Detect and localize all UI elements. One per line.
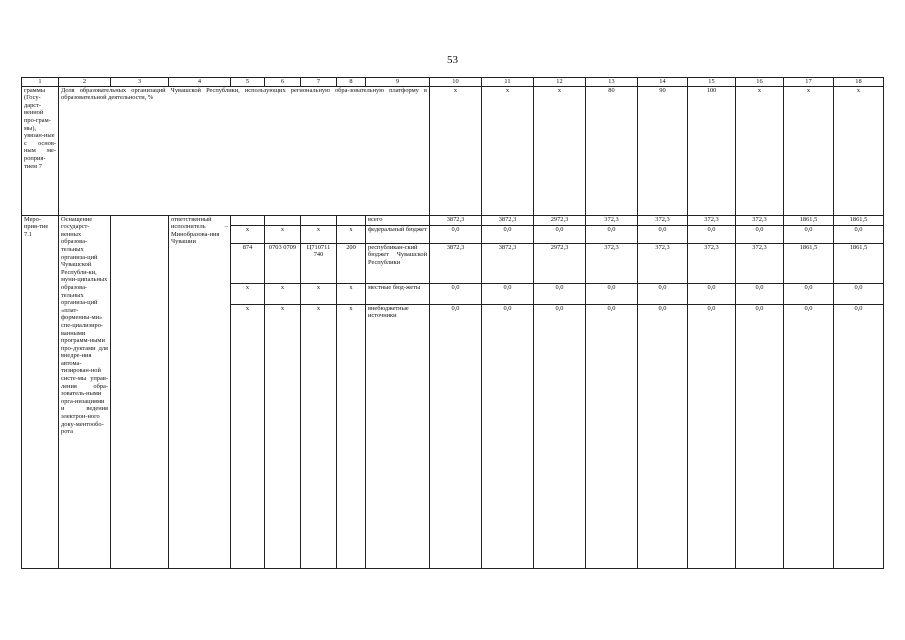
code-gp: x [231, 225, 265, 243]
header-cell: 4 [169, 78, 231, 87]
value-cell: 2972,3 [534, 243, 586, 283]
indicator-value: x [534, 86, 586, 215]
funding-source: местные бюд-жеты [366, 283, 430, 304]
value-cell: 372,3 [638, 215, 688, 225]
funding-source: всего [366, 215, 430, 225]
budget-table [21, 77, 884, 569]
code-vr: x [337, 225, 366, 243]
funding-source: внебюджетные источники [366, 304, 430, 568]
value-cell: 0,0 [534, 283, 586, 304]
header-cell: 14 [638, 78, 688, 87]
code-cs [301, 215, 337, 225]
value-cell: 0,0 [688, 304, 736, 568]
value-cell: 0,0 [736, 225, 784, 243]
value-cell: 0,0 [834, 283, 884, 304]
value-cell: 0,0 [784, 225, 834, 243]
value-cell: 372,3 [638, 243, 688, 283]
indicator-value: x [784, 86, 834, 215]
header-cell: 6 [265, 78, 301, 87]
value-cell: 3872,3 [430, 215, 482, 225]
activity-empty-cell [111, 215, 169, 568]
value-cell: 372,3 [586, 243, 638, 283]
header-cell: 11 [482, 78, 534, 87]
indicator-value: x [834, 86, 884, 215]
header-cell: 9 [366, 78, 430, 87]
code-vr: x [337, 283, 366, 304]
header-cell: 7 [301, 78, 337, 87]
value-cell: 0,0 [638, 225, 688, 243]
code-gp: x [231, 304, 265, 568]
funding-source: федеральный бюджет [366, 225, 430, 243]
code-rz: x [265, 283, 301, 304]
value-cell: 372,3 [736, 215, 784, 225]
code-gp: 874 [231, 243, 265, 283]
indicator-program-cell: граммы (Госу-дарст-венной про-грам-мы), увязан-ные с основ-ным ме-роприя-тием 7 [22, 86, 59, 215]
value-cell: 0,0 [688, 225, 736, 243]
code-cs: x [301, 304, 337, 568]
value-cell: 0,0 [430, 283, 482, 304]
header-cell: 13 [586, 78, 638, 87]
value-cell: 0,0 [688, 283, 736, 304]
header-cell: 2 [59, 78, 111, 87]
activity-executor: ответственный исполнитель – Минобразова-ния Чувашии [169, 215, 231, 568]
value-cell: 0,0 [430, 225, 482, 243]
value-cell: 1861,5 [784, 215, 834, 225]
value-cell: 3872,3 [482, 243, 534, 283]
code-cs: Ц710711 740 [301, 243, 337, 283]
code-rz: x [265, 304, 301, 568]
code-gp: x [231, 283, 265, 304]
header-cell: 1 [22, 78, 59, 87]
value-cell: 1861,5 [834, 215, 884, 225]
value-cell: 3872,3 [482, 215, 534, 225]
value-cell: 372,3 [736, 243, 784, 283]
value-cell: 372,3 [688, 215, 736, 225]
value-cell: 372,3 [586, 215, 638, 225]
value-cell: 372,3 [688, 243, 736, 283]
value-cell: 1861,5 [834, 243, 884, 283]
header-cell: 16 [736, 78, 784, 87]
header-cell: 15 [688, 78, 736, 87]
code-rz [265, 215, 301, 225]
code-cs: x [301, 283, 337, 304]
activity-description: Оснащение государст-венных образова-тельных организа-ций Чувашской Республи-ки, муни-ципальных образова-тельных организа-ций «плат-форменны-ми» спе-циализиро-ванными программ-ными про-дуктами для внедре-ния автома-тизирован-ной систе-мы управ-ления обра-зователь-ными орга-низациями и ведения электрон-ного доку-ментообо-рота [59, 215, 111, 568]
value-cell: 0,0 [534, 304, 586, 568]
value-cell: 0,0 [482, 225, 534, 243]
value-cell: 0,0 [534, 225, 586, 243]
code-rz: x [265, 225, 301, 243]
value-cell: 0,0 [638, 304, 688, 568]
indicator-value: x [482, 86, 534, 215]
value-cell: 0,0 [482, 304, 534, 568]
indicator-value: x [430, 86, 482, 215]
header-cell: 8 [337, 78, 366, 87]
indicator-value: 100 [688, 86, 736, 215]
code-cs: x [301, 225, 337, 243]
indicator-value: 80 [586, 86, 638, 215]
indicator-value: 90 [638, 86, 688, 215]
header-cell: 10 [430, 78, 482, 87]
value-cell: 0,0 [430, 304, 482, 568]
header-cell: 5 [231, 78, 265, 87]
page-number: 53 [447, 54, 458, 66]
value-cell: 0,0 [784, 304, 834, 568]
funding-source: республикан-ский бюджет Чувашской Республики [366, 243, 430, 283]
activity-number: Меро-прия-тие 7.1 [22, 215, 59, 568]
header-row [22, 78, 884, 87]
indicator-text: Доля образовательных организаций Чувашской Республики, использующих региональную обра-зовательную платформу в образовательной деятельности, % [59, 86, 430, 215]
value-cell: 3872,3 [430, 243, 482, 283]
activity-row-total [22, 215, 884, 225]
value-cell: 1861,5 [784, 243, 834, 283]
header-cell: 3 [111, 78, 169, 87]
header-cell: 12 [534, 78, 586, 87]
indicator-value: x [736, 86, 784, 215]
value-cell: 0,0 [784, 283, 834, 304]
value-cell: 0,0 [834, 225, 884, 243]
code-vr: x [337, 304, 366, 568]
code-vr: 200 [337, 243, 366, 283]
value-cell: 0,0 [586, 225, 638, 243]
code-gp [231, 215, 265, 225]
value-cell: 0,0 [736, 283, 784, 304]
header-cell: 18 [834, 78, 884, 87]
value-cell: 2972,3 [534, 215, 586, 225]
value-cell: 0,0 [736, 304, 784, 568]
value-cell: 0,0 [586, 283, 638, 304]
indicator-row [22, 86, 884, 215]
value-cell: 0,0 [586, 304, 638, 568]
value-cell: 0,0 [834, 304, 884, 568]
header-cell: 17 [784, 78, 834, 87]
code-rz: 0703 0709 [265, 243, 301, 283]
value-cell: 0,0 [638, 283, 688, 304]
code-vr [337, 215, 366, 225]
value-cell: 0,0 [482, 283, 534, 304]
